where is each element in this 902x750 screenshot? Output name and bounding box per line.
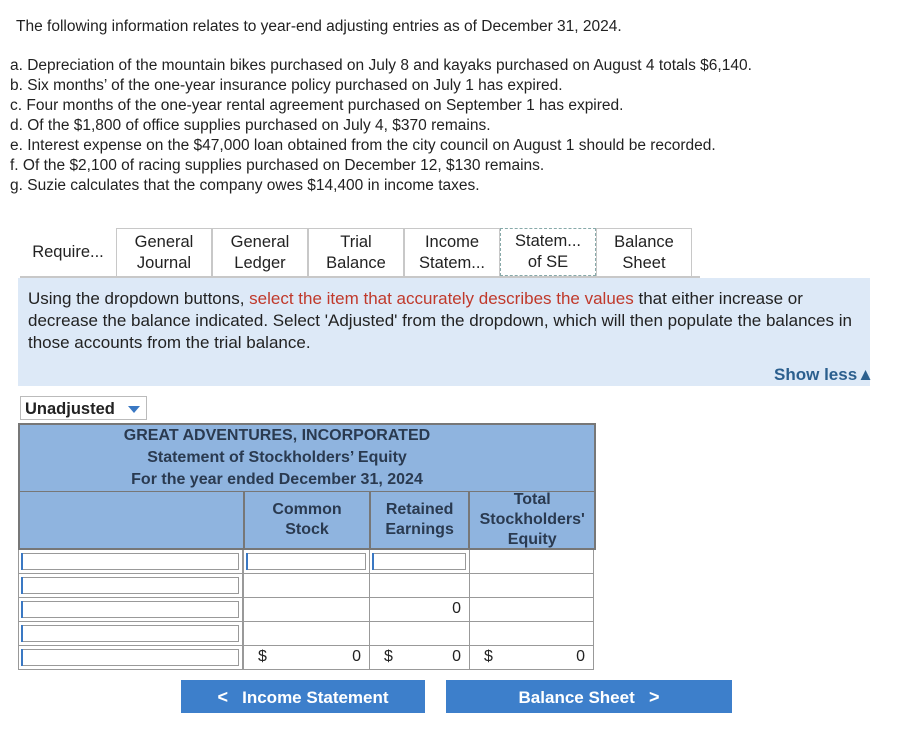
table-row: [18, 622, 596, 646]
instructions-text: that either increase or decrease the balance indicated. Select 'Adjusted' from the dropdown, which will then populate the balances in those accounts from the trial balance.: [28, 289, 852, 352]
statement-of-se: [18, 423, 596, 670]
caret-down-icon: [128, 406, 140, 413]
next-button-label: Balance Sheet: [518, 688, 635, 707]
amount-cell: [470, 574, 594, 598]
column-header-retained-earnings: Retained Earnings: [371, 492, 471, 548]
table-row: [18, 574, 596, 598]
chevron-left-icon: <: [217, 687, 228, 707]
column-header-common-stock: Common Stock: [245, 492, 371, 548]
column-header-row: [18, 491, 596, 550]
tab-label: Trial: [340, 232, 372, 251]
row-label-select[interactable]: [18, 646, 244, 670]
show-less-link[interactable]: [774, 365, 874, 385]
row-label-select[interactable]: [18, 550, 244, 574]
tab-trial-balance[interactable]: [308, 228, 404, 276]
amount-cell: [470, 598, 594, 622]
tab-general-journal[interactable]: [116, 228, 212, 276]
tab-balance-sheet[interactable]: [596, 228, 692, 276]
statement-period: For the year ended December 31, 2024: [131, 471, 423, 488]
dropdown-value: Unadjusted: [25, 400, 115, 418]
total-stockholders-equity: $ 0: [470, 646, 594, 670]
tab-label: Income: [424, 232, 480, 251]
list-item: e. Interest expense on the $47,000 loan obtained from the city council on August 1 should be recorded.: [10, 137, 716, 154]
statement-title: Statement of Stockholders’ Equity: [147, 449, 407, 466]
adjustment-dropdown[interactable]: [20, 396, 147, 420]
amount-input[interactable]: [244, 550, 370, 574]
table-row: [18, 550, 596, 574]
column-header-label: [20, 492, 245, 548]
column-header-total-se: Total Stockholders' Equity: [479, 491, 585, 548]
amount-cell: [244, 574, 370, 598]
chevron-right-icon: >: [648, 687, 660, 707]
row-label-select[interactable]: [18, 622, 244, 646]
requirement-tabs: [20, 228, 700, 278]
tab-required[interactable]: Require...: [32, 242, 104, 261]
table-row-total: [18, 646, 596, 670]
show-less-label: Show less: [774, 365, 858, 384]
next-balance-sheet-button[interactable]: [446, 680, 732, 713]
tab-label: Statem...: [514, 232, 582, 250]
instructions-highlight: select the item that accurately describes the values: [249, 289, 634, 308]
prev-income-statement-button[interactable]: [181, 680, 425, 713]
amount-cell: [370, 622, 470, 646]
instructions-text: Using the dropdown buttons,: [28, 289, 250, 308]
list-item: d. Of the $1,800 of office supplies purchased on July 4, $370 remains.: [10, 117, 491, 134]
tab-statement-se[interactable]: [500, 228, 596, 276]
intro-text: The following information relates to year-end adjusting entries as of December 31, 2024.: [16, 18, 622, 35]
retained-earnings-value: 0: [452, 600, 461, 617]
tab-income-statement[interactable]: [404, 228, 500, 276]
tab-label: Ledger: [234, 253, 286, 272]
tab-general-ledger[interactable]: [212, 228, 308, 276]
tab-label: General: [230, 232, 290, 251]
list-item: b. Six months’ of the one-year insurance policy purchased on July 1 has expired.: [10, 77, 563, 94]
list-item: a. Depreciation of the mountain bikes purchased on July 8 and kayaks purchased on August 4 totals $6,140.: [10, 57, 752, 74]
total-common-stock: $ 0: [244, 646, 370, 670]
row-label-select[interactable]: [18, 598, 244, 622]
amount-cell: [244, 598, 370, 622]
tab-label: of SE: [527, 253, 569, 271]
adjustment-list: [10, 56, 752, 196]
tab-label: Statem...: [418, 253, 486, 272]
amount-cell: [370, 574, 470, 598]
company-name: GREAT ADVENTURES, INCORPORATED: [123, 427, 431, 444]
amount-cell: [470, 550, 594, 574]
tab-label: Balance: [614, 232, 674, 251]
table-row: [18, 598, 596, 622]
amount-cell: [370, 598, 470, 622]
row-label-select[interactable]: [18, 574, 244, 598]
tab-label: General: [134, 232, 194, 251]
tab-label: Sheet: [622, 253, 666, 272]
amount-input[interactable]: [370, 550, 470, 574]
list-item: g. Suzie calculates that the company owes $14,400 in income taxes.: [10, 177, 480, 194]
list-item: c. Four months of the one-year rental agreement purchased on September 1 has expired.: [10, 97, 624, 114]
statement-header: [18, 423, 596, 491]
triangle-up-icon: ▲: [857, 365, 874, 384]
instructions-panel: [18, 278, 870, 386]
tab-label: Journal: [136, 253, 192, 272]
total-retained-earnings: $ 0: [370, 646, 470, 670]
amount-cell: [470, 622, 594, 646]
amount-cell: [244, 622, 370, 646]
list-item: f. Of the $2,100 of racing supplies purchased on December 12, $130 remains.: [10, 157, 545, 174]
tab-label: Balance: [326, 253, 386, 272]
prev-button-label: Income Statement: [242, 688, 389, 707]
